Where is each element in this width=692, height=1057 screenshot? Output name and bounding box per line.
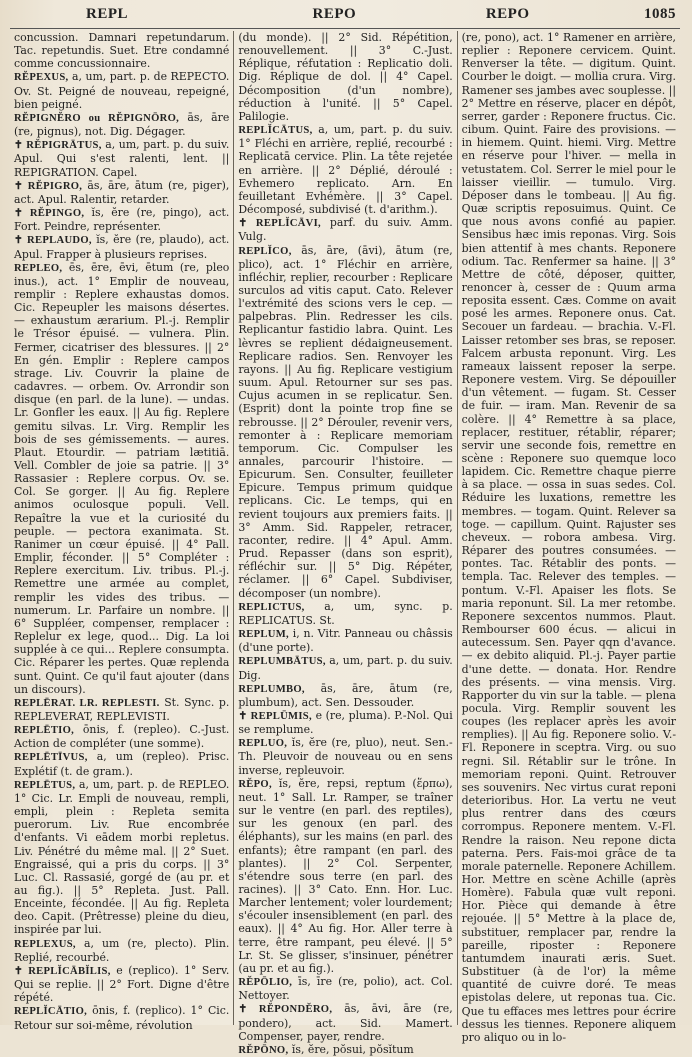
dictionary-entry (238, 736, 452, 776)
dictionary-entry (238, 975, 452, 1002)
entry-definition: ĭs, ĕre, repsi, reptum (ἕρπω), neut. 1° Sall. Lr. Ramper, se traîner sur le ventre (en parl. des reptiles), sur les genoux (en parl. des éléphants), sur les mains (en parl. des enfants); être rampant (en parl. des plantes). || 2° Col. Serpenter, s'étendre sous terre (en parl. des racines). || 3° Cato. Enn. Hor. Luc. Marcher lentement; voler lourdement; s'écouler insensiblement (en parl. des eaux). || 4° Au fig. Hor. Aller terre à terre, être rampant, peu élevé. || 5° Lr. St. Se glisser, s'insinuer, pénétrer (au pr. et au fig.). (238, 776, 453, 975)
entry-headword: REPLĒTĪVUS, (14, 752, 88, 764)
dictionary-entry (238, 123, 452, 216)
dictionary-entry (14, 750, 229, 777)
entry-headword: RĔPIGNĔRO ou RĔPIGNŌRO, (14, 112, 180, 124)
entry-definition: a, um, part. p. de REPECTO. Ov. St. Peigné de nouveau, repeigné, bien peigné. (14, 70, 230, 111)
dictionary-entry (14, 937, 229, 964)
entry-definition: e (re, pluma). P.-Nol. Qui se remplume. (238, 708, 453, 737)
dictionary-entry (238, 1043, 452, 1057)
entry-definition: (re, pono), act. 1° Ramener en arrière, replier : Reponere cervicem. Quint. Renverser la tête. — digitum. Quint. Courber le doigt. — mollia crura. Virg. Ramener ses jambes avec souplesse. || 2° Mettre en réserve, placer en dépôt, serrer, garder : Reponere fructus. Cic. cibum. Quint. Faire des provisions. — in hiemem. Quint. hiemi. Virg. Mettre en réserve pour l'hiver. — mella in vetustatem. Col. Serrer le miel pour le laisser vieillir. — tumulo. Virg. Déposer dans le tombeau. || Au fig. Quæ scriptis reposuimus. Quint. Ce que nous avons confié au papier. Sensibus hæc imis reponas. Virg. Sois bien attentif à mes chants. Reponere odium. Tac. Renfermer sa haine. || 3° Mettre de côté, déposer, quitter, renoncer à, cesser de : Quum arma reposita essent. Cæs. Comme on avait posé les armes. Reponere onus. Cat. Secouer un fardeau. — brachia. V.-Fl. Laisser retomber ses bras, se reposer. Falcem arbusta reponunt. Virg. Les rameaux laissent reposer la serpe. Reponere vestem. Virg. Se dépouiller d'un vêtement. — fugam. St. Cesser de fuir. — iram. Man. Revenir de sa colère. || 4° Remettre à sa place, replacer, restituer, rétablir, réparer; servir une seconde fois, remettre en scène : Reponere suo quemque loco lapidem. Cic. Remettre chaque pierre à sa place. — ossa in suas sedes. Col. Réduire les luxations, remettre les membres. — togam. Quint. Relever sa toge. — capillum. Quint. Rajuster ses cheveux. — robora ambesa. Virg. Réparer des poutres consumées. — pontes. Tac. Rétablir des ponts. — templa. Tac. Relever des temples. — pontum. V.-Fl. Apaiser les flots. Se maria reponunt. Sil. La mer retombe. Reponere sexcentos nummos. Plaut. Rembourser 600 écus. — alicui in autecessum. Sen. Payer qqn d'avance. — ex debito aliquid. Pl.-j. Payer partie d'une dette. — donata. Hor. Rendre des présents. — vina mensis. Virg. Rapporter du vin sur la table. — plena pocula. Virg. Remplir souvent les coupes (les replacer après les avoir remplies). || Au fig. Reponere solio. V.-Fl. Reponere in sceptra. Virg. ou suo regni. Sil. Rétablir sur le trône. In memoriam reponi. Quint. Retrouver ses souvenirs. Nec virtus curat reponi deterioribus. Hor. La vertu ne veut plus rentrer dans des cœurs corrompus. Reponere mentem. V.-Fl. Rendre la raison. Neu repone dicta paterna. Pers. Fais-moi grâce de ta morale paternelle. Reponere Achillem. Hor. Mettre en scène Achille (après Homère). Fabula quæ vult reponi. Hor. Pièce qui demande à être rejouée. || 5° Mettre à la place de, substituer, remplacer par, rendre la pareille, riposter : Reponere tantumdem inaurati æris. Suet. Substituer (à de l'or) la même quantité de cuivre doré. Te meas epistolas delere, ut reponas tua. Cic. Que tu effaces mes lettres pour écrire dessus les tiennes. Reponere aliquem pro aliquo ou in lo- (461, 31, 677, 1044)
entry-headword: RĔPO, (238, 778, 272, 790)
entry-definition: ās, āre, ātum (re, plumbum), act. Sen. Dessouder. (238, 681, 453, 709)
dictionary-entry (238, 600, 452, 627)
dictionary-entry (14, 111, 229, 138)
dictionary-entry (14, 964, 229, 1004)
column-3 (457, 31, 680, 1044)
dictionary-entry (238, 627, 452, 654)
entry-definition: ās, āre, (āvi), ātum (re, plico), act. 1° Fléchir en arrière, infléchir, replier, recourber : Replicare surculos ad vitis caput. Cato. Relever l'extrémité des scions vers le cep. — palpebras. Plin. Redresser les cils. Replicantur fastidio labra. Quint. Les lèvres se replient dédaigneusement. Replicare radios. Sen. Renvoyer les rayons. || Au fig. Replicare vestigium suum. Apul. Retourner sur ses pas. Cujus acumen in se replicatur. Sen. (Esprit) dont la pointe trop fine se rebrousse. || 2° Dérouler, revenir vers, remonter à : Replicare memoriam temporum. Cic. Compulser les annales, parcourir l'histoire. — Epicurum. Sen. Consulter, feuilleter Epicure. Tempus primum quidque replicans. Cic. Le temps, qui en revient toujours aux premiers faits. || 3° Amm. Sid. Rappeler, retracer, raconter, redire. || 4° Apul. Amm. Prud. Repasser (dans son esprit), réfléchir sur. || 5° Dig. Répéter, réclamer. || 6° Capel. Subdiviser, décomposer (un nombre). (238, 243, 453, 600)
entry-definition: ās, āre (re, pignus), not. Dig. Dégager. (14, 110, 230, 139)
entry-definition: e (replico). 1° Serv. Qui se replie. || 2° Fort. Digne d'être répété. (14, 963, 230, 1005)
page-number: 1085 (643, 6, 676, 22)
dictionary-entry (238, 31, 452, 123)
running-head-center: REPO (312, 6, 357, 22)
dictionary-entry (238, 216, 452, 243)
header-rule (10, 28, 680, 29)
entry-definition: ōnis, f. (replico). 1° Cic. Retour sur soi-même, révolution (14, 1004, 230, 1032)
dictionary-entry (14, 778, 229, 937)
dictionary-entry (238, 654, 452, 681)
entry-headword: ✝ RĔPINGO, (14, 208, 85, 220)
entry-headword: REPLĒRAT. LR. REPLESTI. (14, 697, 160, 709)
dictionary-entry (238, 777, 452, 975)
entry-headword: RĔPŌNO, (238, 1044, 289, 1056)
entry-headword: REPLĬCĀTIO, (14, 1006, 88, 1018)
entry-definition: a, um, part. p. de REPLEO. 1° Cic. Lr. Empli de nouveau, rempli, empli, plein : Repleta semita puerorum. Liv. Rue encombrée d'enfants. Vi eādem morbi repletus. Liv. Pénétré du même mal. || 2° Suet. Engraissé, qui a pris du corps. || 3° Luc. Cl. Rassasié, gorgé de (au pr. et au fig.). || 5° Repleta. Just. Pall. Enceinte, fécondée. || Au fig. Repleta deo. Capit. (Prêtresse) pleine du dieu, inspirée par lui. (14, 777, 230, 937)
running-head-left: REPL (86, 6, 129, 22)
entry-definition: ĭs, ĕre (re, plaudo), act. Apul. Frapper à plusieurs reprises. (14, 233, 230, 261)
entry-definition: i, n. Vitr. Panneau ou châssis (d'une porte). (238, 627, 453, 655)
entry-headword: REPLĬCĀTUS, (238, 125, 313, 137)
entry-definition: a, um, part. p. du suiv. 1° Fléchi en arrière, replié, recourbé : Replicatā cervice. Plin. La tête rejetée en arrière. || 2° Déplié, déroulé : Evhemero replicato. Arn. En feuilletant Evhémère. || 3° Capel. Décomposé, subdivisé (t. d'arithm.). (238, 123, 453, 217)
dictionary-entry (14, 31, 229, 70)
entry-definition: parf. du suiv. Amm. Vulg. (238, 216, 453, 244)
dictionary-entry (238, 1002, 452, 1042)
entry-definition: ĭs, ĕre, pŏsui, pŏsĭtum (291, 1042, 414, 1056)
dictionary-entry (14, 696, 229, 723)
dictionary-entry (14, 179, 229, 206)
entry-headword: REPLUM, (238, 629, 289, 641)
dictionary-entry (238, 244, 452, 600)
entry-headword: ✝ REPLAUDO, (14, 235, 92, 247)
entry-definition: St. Sync. p. REPLEVERAT, REPLEVISTI. (14, 695, 230, 723)
dictionary-entry (462, 31, 676, 1044)
entry-headword: REPLĒTIO, (14, 725, 75, 737)
dictionary-entry (14, 206, 229, 233)
entry-headword: REPLUMBĀTUS, (238, 656, 326, 668)
entry-definition: a, um, part. p. du suiv. Dig. (238, 654, 453, 682)
entry-definition: ās, āvi, āre (re, pondero), act. Sid. Mamert. Compenser, payer, rendre. (238, 1002, 453, 1043)
entry-definition: (du monde). || 2° Sid. Répétition, renouvellement. || 3° C.-Just. Réplique, réfutation : Replicatio doli. Dig. Réplique de dol. || 4° Capel. Décomposition (d'un nombre), réduction à l'unité. || 5° Capel. Palilogie. (238, 31, 453, 123)
entry-headword: ✝ RĔPONDĔRO, (238, 1004, 333, 1016)
column-1 (10, 31, 233, 1032)
entry-headword: ✝ REPLĬCĀBĬLIS, (14, 965, 111, 977)
entry-definition: concussion. Damnari repetundarum. Tac. repetundis. Suet. Etre condamné comme concussionnaire. (14, 31, 230, 71)
entry-headword: REPLICTUS, (238, 601, 305, 613)
running-head (10, 6, 680, 28)
running-head-right: REPO (485, 6, 530, 22)
entry-headword: REPLEO, (14, 262, 63, 274)
dictionary-entry (14, 1004, 229, 1031)
entry-definition: ĭs, ĕre (re, pluo), neut. Sen.-Th. Pleuvoir de nouveau ou en sens inverse, repleuvoir. (238, 736, 453, 777)
entry-definition: ēs, ēre, ēvi, ētum (re, pleo inus.), act. 1° Emplir de nouveau, remplir : Replere exhaustas domos. Cic. Repeupler les maisons désertes. — exhaustum ærarium. Pl.-j. Remplir le Trésor épuisé. — vulnera. Plin. Fermer, cicatriser des blessures. || 2° En gén. Emplir : Replere campos strage. Liv. Couvrir la plaine de cadavres. — orbem. Ov. Arrondir son disque (en parl. de la lune). — undas. Lr. Gonfler les eaux. || Au fig. Replere gemitu silvas. Lr. Virg. Remplir les bois de ses gémissements. — aures. Plaut. Etourdir. — patriam lætitiā. Vell. Combler de joie sa patrie. || 3° Rassasier : Replere corpus. Ov. se. Col. Se gorger. || Au fig. Replere animos oculosque populi. Vell. Repaître la vue et la curiosité du peuple. — pectora exanimata. St. Ranimer un cœur épuisé. || 4° Pall. Emplir, féconder. || 5° Compléter : Replere exercitum. Liv. tribus. Pl.-j. Remettre une armée au complet, remplir les vides des tribus. — numerum. Lr. Parfaire un nombre. || 6° Suppléer, compenser, remplacer : Replelur ex lege, quod... Dig. La loi supplée à ce qui... Replere consumpta. Cic. Réparer les pertes. Quæ replenda sunt. Quint. Ce qu'il faut ajouter (dans un discours). (14, 260, 230, 696)
entry-headword: REPLEXUS, (14, 938, 76, 950)
text-columns (10, 31, 680, 1056)
entry-definition: a, um (repleo). Prisc. Explétif (t. de gram.). (14, 750, 230, 778)
entry-headword: ✝ RĔPIGRĀTUS, (14, 140, 102, 152)
dictionary-entry (14, 723, 229, 750)
entry-definition: ĭs, ĕre (re, pingo), act. Fort. Peindre, représenter. (14, 206, 230, 234)
entry-headword: REPLUMBO, (238, 683, 305, 695)
entry-definition: a, um, sync. p. REPLICATUS. St. (238, 599, 453, 627)
entry-definition: īs, īre (re, polio), act. Col. Nettoyer. (238, 975, 453, 1003)
entry-headword: RĔPŌLIO, (238, 977, 293, 989)
column-2 (233, 31, 456, 1056)
entry-headword: ✝ REPLĬCĀVI, (238, 218, 321, 230)
entry-definition: a, um, part. p. du suiv. Apul. Qui s'est ralenti, lent. || REPIGRATION. Capel. (14, 138, 230, 179)
dictionary-entry (14, 70, 229, 110)
entry-headword: REPLĬCO, (238, 245, 292, 257)
entry-headword: ✝ RĔPIGRO, (14, 180, 83, 192)
entry-definition: a, um (re, plecto). Plin. Replié, recourbé. (14, 936, 230, 964)
entry-headword: REPLĒTUS, (14, 779, 76, 791)
entry-definition: ōnis, f. (repleo). C.-Just. Action de compléter (une somme). (14, 723, 230, 751)
entry-headword: ✝ REPLŪMIS, (238, 710, 312, 722)
dictionary-entry (238, 709, 452, 736)
entry-headword: REPLUO, (238, 738, 288, 750)
dictionary-entry (14, 261, 229, 696)
dictionary-entry (14, 138, 229, 178)
dictionary-entry (238, 682, 452, 709)
entry-headword: RĔPEXUS, (14, 72, 69, 84)
entry-definition: ās, āre, ātum (re, piger), act. Apul. Ralentir, retarder. (14, 178, 230, 206)
dictionary-entry (14, 233, 229, 260)
